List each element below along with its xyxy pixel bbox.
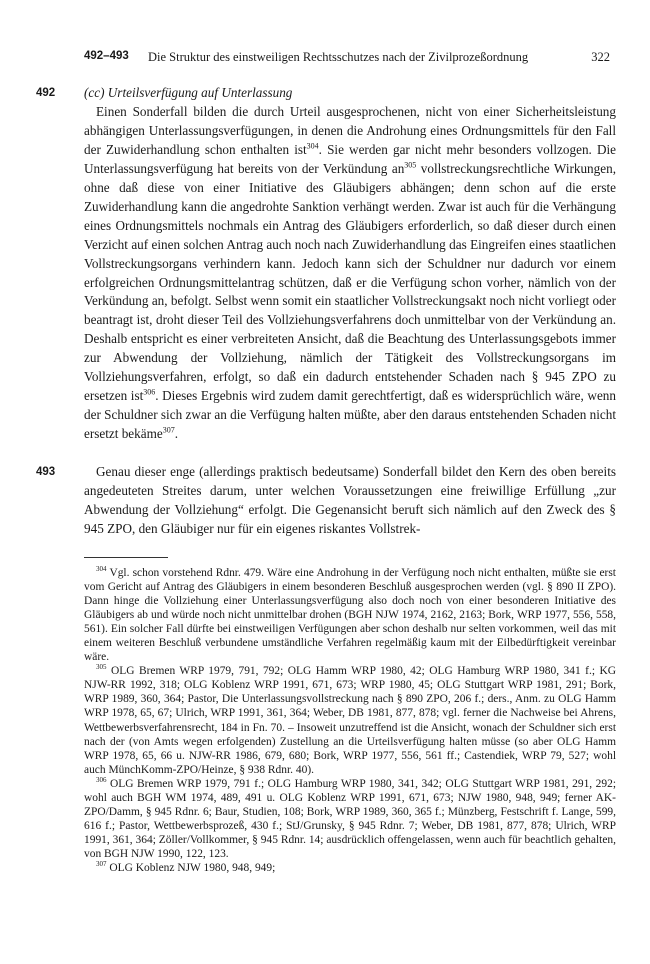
footnote-ref-306[interactable]: 306 [143,387,156,397]
section-heading: (cc) Urteilsverfügung auf Unterlassung [84,85,293,100]
paragraph-493: Genau dieser enge (allerdings praktisch bedeutsame) Sonderfall bildet den Kern des oben bereits angedeuteten Streites darum, unter welchen Voraussetzungen eine freiwillige Erfüllung „zur Abwendung der Vollziehung“ erfolgt. Die Gegenansicht beruft sich nämlich auf den Zweck des § 945 ZPO, den Gläubiger nur für ein eigenes riskantes Vollstrek- [84,464,616,536]
page-number: 322 [591,50,610,64]
header-title: Die Struktur des einstweiligen Rechtsschutzes nach der Zivilprozeßordnung [148,50,529,64]
footnote-ref-307[interactable]: 307 [162,425,175,435]
footnote-ref-304[interactable]: 304 [306,141,319,151]
footnote-304: $^{304}$ Vgl. schon vorstehend Rdnr. 479. Wäre eine Androhung in der Verfügung noch nicht enthalten, müßte sie erst vom Gericht auf Antrag des Gläubigers in einem besonderen Beschluß ausgesprochen werden (vgl. § 890 II ZPO). Dann hinge die Vollziehung einer Unterlassungsverfügung also doch noch von einer besonderen Initiative des Gläubigers ab und würde noch nicht unmittelbar drohen (BGH NJW 1974, 2162, 2163; Bork, WRP 1977, 556, 558, 561). Ein solcher Fall dürfte bei einstweiligen Verfügungen aber schon deshalb nur selten vorkommen, weil das mit einem weiteren Beschluß verbundene umständliche Verfahren regelmäßig kaum mit der Eilbedürftigkeit vereinbar wäre. [84,565,616,664]
footnote-306: $^{306}$ OLG Bremen WRP 1979, 791 f.; OLG Hamburg WRP 1980, 341, 342; OLG Stuttgart WRP 1981, 291, 292; wohl auch BGH WM 1974, 489, 491 u. OLG Koblenz WRP 1991, 671, 673; NJW 1980, 948, 949; ferner AK-ZPO/Damm, § 945 Rdnr. 6; Baur, Studien, 108; Bork, WRP 1989, 360, 365 f.; Münzberg, Festschrift f. Lange, 599, 616 f.; Pastor, Wettbewerbsprozeß, 430 f.; StJ/Grunsky, § 945 Rdnr. 7; Weber, DB 1981, 877, 878; Ulrich, WRP 1991, 361, 364; Zöller/Vollkommer, § 945 Rdnr. 14; ausdrücklich offengelassen, wenn auch für beachtlich gehalten, von BGH NJW 1990, 122, 123. [84,775,617,860]
footnotes [84,566,616,875]
main-text-2 [84,463,616,539]
margin-number-493: 493 [36,466,56,478]
main-text [84,84,616,444]
footnote-ref-305[interactable]: 305 [404,160,417,170]
running-header [36,50,616,70]
paragraph-492: Einen Sonderfall bilden die durch Urteil ausgesprochenen, nicht von einer Sicherheitsleistung abhängigen Unterlassungsverfügungen, in denen die Androhung eines Ordnungsmittels für den Fall der Zuwiderhandlung schon enthalten ist$^{304}$. Sie werden gar nicht mehr besonders vollzogen. Die Unterlassungsverfügung hat bereits von der Verkündung $an^{305}$ vollstreckungsrechtliche Wirkungen, ohne daß diese von einer Initiative des Gläubigers abhängen; denn schon auf die erste Zuwiderhandlung kann die angedrohte Sanktion verhängt werden. Zwar ist auch für die Verhängung eines Ordnungsmittels nochmals ein Antrag des Gläubigers erforderlich, so daß dieser durch einen Verzicht auf einen solchen Antrag auch noch nach Zuwiderhandlung das Eingreifen eines staatlichen Vollstreckungsorgans verhindern kann. Jedoch kann sich der Schuldner nur dadurch vor einem erfolgreichen Ordnungsmittelantrag schützen, daß er die Verfügung schon vorher, nämlich von der Verkündung an, befolgt. Selbst wenn somit ein staatlicher Vollstreckungsakt noch nicht vorliegt oder beantragt ist, droht dieser Teil des Vollziehungsverfahrens doch unmittelbar von der Verkündung an. Deshalb entspricht es einer verbreiteten Ansicht, daß die Beachtung des Unterlassungsgebots immer zur Abwendung der Vollziehung, nämlich der Tätigkeit des Vollstreckungsorgans im Vollziehungsverfahren, erfolgt, so daß ein dadurch entstehender Schaden nach § 945 ZPO zu ersetzen ist$^{306}$. Dieses Ergebnis wird zudem damit gerechtfertigt, daß es widersprüchlich wäre, wenn der Schuldner sich zwar an die Verfügung halten müßte, aber den daraus entstehenden Schaden nicht ersetzt bekäme$^{307}$. [84,103,616,442]
footnote-307: $^{307}$ OLG Koblenz NJW 1980, 948, 949; [96,860,276,874]
footnote-divider [84,557,168,558]
header-margin-range: 492–493 [84,50,129,62]
footnote-305: $^{305}$ OLG Bremen WRP 1979, 791, 792; OLG Hamm WRP 1980, 42; OLG Hamburg WRP 1980, 341 f.; KG NJW-RR 1992, 318; OLG Koblenz WRP 1991, 671, 673; WRP 1980, 45; OLG Stuttgart WRP 1981, 291; Bork, WRP 1989, 360, 364; Pastor, Die Unterlassungsvollstreckung nach § 890 ZPO, 206 f.; ders., Anm. zu OLG Hamm WRP 1978, 65, 67; Ulrich, WRP 1991, 361, 364; Weber, DB 1981, 877, 878; vgl. ferner die Nachweise bei Ahrens, Wettbewerbsverfahrensrecht, 184 in Fn. 70. – Insoweit unzutreffend ist die Ansicht, wonach der Schuldner sich erst nach der (von Amts wegen erfolgenden) Zustellung an die Urteilsverfügung halten müsse (so aber OLG Hamm WRP 1978, 65, 66 u. NJW-RR 1986, 679, 680; Bork, WRP 1977, 556, 561 ff.; Castendiek, WRP 79, 527; wohl auch MünchKomm-ZPO/Heinze, § 938 Rdnr. 40). [84,663,617,776]
margin-number-492: 492 [36,87,56,99]
